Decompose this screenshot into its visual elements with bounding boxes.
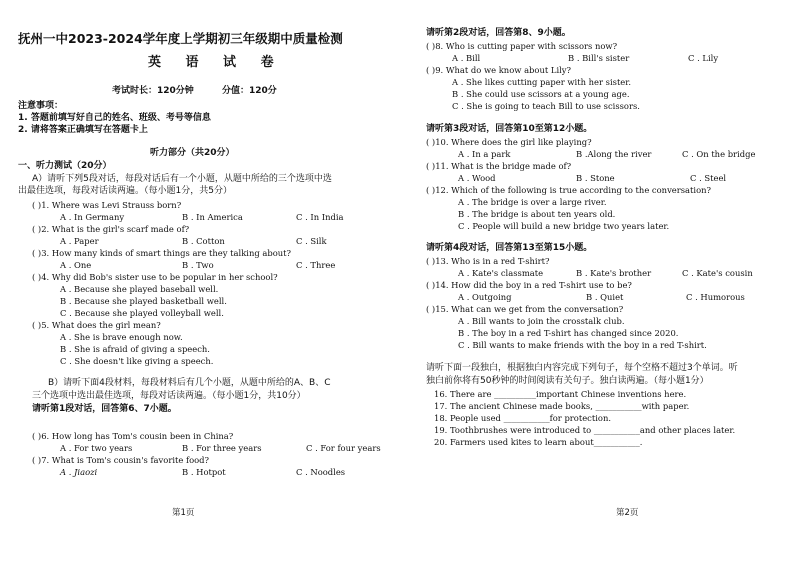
option: C . For four years bbox=[306, 443, 381, 453]
option: A . In Germany bbox=[60, 212, 125, 222]
option: C . On the bridge bbox=[682, 149, 756, 159]
question-stem: ( )3. How many kinds of smart things are they talking about? bbox=[32, 248, 292, 258]
option: C . She is going to teach Bill to use scissors. bbox=[452, 101, 640, 111]
option: C . Silk bbox=[296, 236, 327, 246]
part-b-intro: B）请听下面4段材料，每段材料后有几个小题，从题中所给的A、B、C bbox=[48, 378, 331, 388]
option: B . She is afraid of giving a speech. bbox=[60, 344, 210, 354]
option: C . Lily bbox=[688, 53, 719, 63]
option: B . Hotpot bbox=[182, 467, 226, 477]
monologue-intro: 独白前你将有50秒钟的时间阅读有关句子。独白读两遍。（每小题1分） bbox=[426, 376, 709, 386]
option: A . Outgoing bbox=[458, 292, 512, 302]
question-stem: ( )7. What is Tom's cousin's favorite food? bbox=[32, 455, 210, 465]
option: A . Because she played baseball well. bbox=[60, 284, 219, 294]
option: B . Cotton bbox=[182, 236, 225, 246]
notes-heading: 注意事项： bbox=[18, 101, 64, 111]
option: C . In India bbox=[296, 212, 344, 222]
question-stem: ( )10. Where does the girl like playing? bbox=[426, 137, 592, 147]
option: B . She could use scissors at a young age. bbox=[452, 89, 630, 99]
option: B . Kate's brother bbox=[576, 268, 652, 278]
option: A . The bridge is over a large river. bbox=[458, 197, 607, 207]
option: C . Steel bbox=[690, 173, 727, 183]
option: C . Humorous bbox=[686, 292, 745, 302]
section-heading: 一、听力测试（20分） bbox=[18, 161, 112, 171]
exam-time: 考试时长：120分钟 bbox=[112, 86, 194, 96]
question-stem: ( )5. What does the girl mean? bbox=[32, 320, 161, 330]
option: B . Stone bbox=[576, 173, 615, 183]
option: B . The boy in a red T-shirt has changed since 2020. bbox=[458, 328, 679, 338]
dialog-heading: 请听第2段对话，回答第8、9小题。 bbox=[426, 28, 571, 38]
page-number: 第2页 bbox=[616, 508, 639, 518]
option: B . Because she played basketball well. bbox=[60, 296, 227, 306]
part-b-intro: 三个选项中选出最佳选项，每段对话读两遍。（每小题1分，共10分） bbox=[32, 391, 306, 401]
option: C . Noodles bbox=[296, 467, 346, 477]
dialog-heading: 请听第1段对话，回答第6、7小题。 bbox=[32, 404, 177, 414]
option: A . She is brave enough now. bbox=[60, 332, 183, 342]
note-item: 1. 答题前填写好自己的姓名、班级、考号等信息 bbox=[18, 113, 211, 123]
option: A . Bill bbox=[452, 53, 481, 63]
option: A . For two years bbox=[60, 443, 133, 453]
option: C . Three bbox=[296, 260, 336, 270]
fill-in-item: 19. Toothbrushes were introduced to ___________and other places later. bbox=[434, 425, 736, 435]
exam-title: 抚州一中2023-2024学年度上学期初三年级期中质量检测 bbox=[18, 31, 343, 46]
fill-in-item: 20. Farmers used kites to learn about___________. bbox=[434, 437, 643, 447]
option: A . One bbox=[60, 260, 92, 270]
question-stem: ( )8. Who is cutting paper with scissors now? bbox=[426, 41, 618, 51]
option: C . She doesn't like giving a speech. bbox=[60, 356, 214, 366]
option: A . Wood bbox=[458, 173, 496, 183]
question-stem: ( )9. What do we know about Lily? bbox=[426, 65, 572, 75]
question-stem: ( )6. How long has Tom's cousin been in China? bbox=[32, 431, 234, 441]
option: B . The bridge is about ten years old. bbox=[458, 209, 616, 219]
option: A . Kate's classmate bbox=[458, 268, 544, 278]
page-2 bbox=[400, 0, 794, 561]
dialog-heading: 请听第4段对话，回答第13至第15小题。 bbox=[426, 243, 593, 253]
question-stem: ( )1. Where was Levi Strauss born? bbox=[32, 200, 182, 210]
option: B . For three years bbox=[182, 443, 262, 453]
question-stem: ( )15. What can we get from the conversation? bbox=[426, 304, 624, 314]
monologue-intro: 请听下面一段独白，根据独白内容完成下列句子，每个空格不超过3个单词。听 bbox=[426, 363, 738, 373]
option: A . Jiaozi bbox=[60, 467, 98, 477]
option: C . Because she played volleyball well. bbox=[60, 308, 224, 318]
option: B . Bill's sister bbox=[568, 53, 630, 63]
dialog-heading: 请听第3段对话，回答第10至第12小题。 bbox=[426, 124, 593, 134]
listening-heading: 听力部分（共20分） bbox=[150, 148, 235, 158]
option: A . In a park bbox=[458, 149, 511, 159]
option: B . Two bbox=[182, 260, 214, 270]
option: C . Kate's cousin bbox=[682, 268, 753, 278]
part-a-intro: A）请听下列5段对话，每段对话后有一个小题，从题中所给的三个选项中选 bbox=[32, 174, 332, 184]
part-a-intro: 出最佳选项，每段对话读两遍。（每小题1分，共5分） bbox=[18, 186, 232, 196]
question-stem: ( )4. Why did Bob's sister use to be popular in her school? bbox=[32, 272, 278, 282]
option: A . She likes cutting paper with her sister. bbox=[452, 77, 632, 87]
option: A . Paper bbox=[60, 236, 99, 246]
note-item: 2. 请将答案正确填写在答题卡上 bbox=[18, 125, 148, 135]
question-stem: ( )11. What is the bridge made of? bbox=[426, 161, 572, 171]
option: C . People will build a new bridge two years later. bbox=[458, 221, 670, 231]
option: B . In America bbox=[182, 212, 243, 222]
question-stem: ( )13. Who is in a red T-shirt? bbox=[426, 256, 550, 266]
subject-title: 英 语 试 卷 bbox=[148, 55, 284, 70]
exam-score: 分值：120分 bbox=[222, 86, 277, 96]
option: B .Along the river bbox=[576, 149, 652, 159]
fill-in-item: 16. There are __________important Chinese inventions here. bbox=[434, 389, 687, 399]
question-stem: ( )14. How did the boy in a red T-shirt use to be? bbox=[426, 280, 632, 290]
fill-in-item: 18. People used ___________for protection. bbox=[434, 413, 611, 423]
fill-in-item: 17. The ancient Chinese made books, ___________with paper. bbox=[434, 401, 690, 411]
question-stem: ( )12. Which of the following is true according to the conversation? bbox=[426, 185, 712, 195]
option: A . Bill wants to join the crosstalk club. bbox=[458, 316, 625, 326]
page-number: 第1页 bbox=[172, 508, 195, 518]
question-stem: ( )2. What is the girl's scarf made of? bbox=[32, 224, 190, 234]
option: B . Quiet bbox=[586, 292, 624, 302]
option: C . Bill wants to make friends with the boy in a red T-shirt. bbox=[458, 340, 707, 350]
